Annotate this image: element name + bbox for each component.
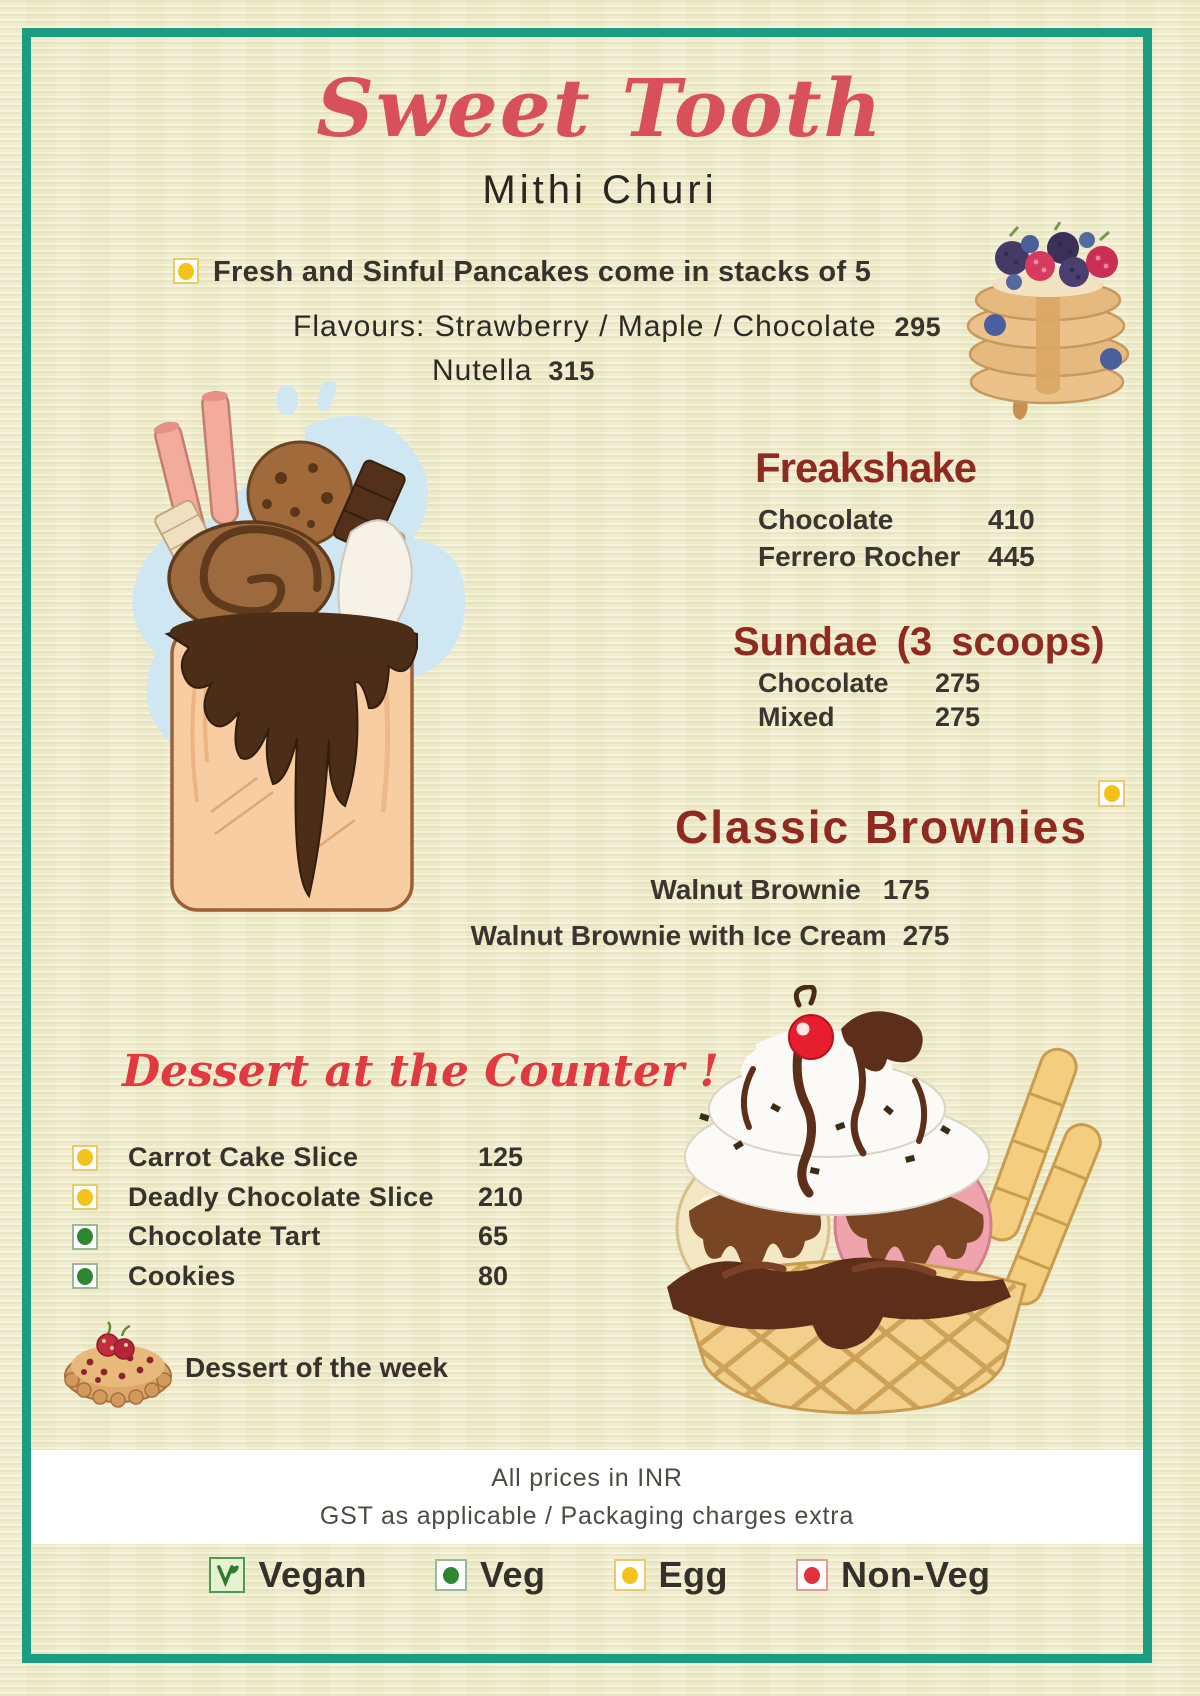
- menu-item-row: [72, 1178, 552, 1218]
- veg-indicator-icon: [72, 1263, 98, 1289]
- item-price: 65: [478, 1221, 509, 1252]
- legend-egg: [614, 1554, 729, 1596]
- item-name: Carrot Cake Slice: [128, 1142, 359, 1173]
- item-name: Deadly Chocolate Slice: [128, 1181, 434, 1212]
- item-price: 410: [988, 504, 1035, 535]
- legend-label: Veg: [480, 1554, 546, 1595]
- veg-indicator-icon: [72, 1224, 98, 1250]
- pie-illustration: [60, 1318, 178, 1410]
- item-name: Mixed: [758, 702, 835, 732]
- pancakes-flavours-line: [293, 310, 941, 344]
- item-price: 210: [478, 1181, 524, 1212]
- item-name: Chocolate: [758, 668, 889, 698]
- egg-dot-icon: [622, 1567, 638, 1584]
- freakshake-items: [758, 504, 1078, 578]
- menu-item-row: [72, 1217, 552, 1257]
- menu-item-row: [460, 920, 960, 952]
- gst-note: GST as applicable / Packaging charges extra: [319, 1502, 855, 1530]
- sundae-items: [758, 668, 1058, 736]
- menu-item-row: [758, 541, 1078, 578]
- veg-indicator-icon: [435, 1559, 467, 1591]
- item-price: 125: [478, 1142, 524, 1173]
- veg-dot-icon: [77, 1228, 93, 1245]
- egg-indicator-icon: [1098, 780, 1125, 807]
- item-price: 80: [478, 1260, 509, 1291]
- section-title-freakshake: Freakshake: [755, 444, 977, 491]
- egg-indicator-icon: [173, 258, 199, 284]
- egg-dot-icon: [178, 263, 194, 280]
- egg-indicator-icon: [614, 1559, 646, 1591]
- freakshake-illustration: [115, 382, 495, 922]
- page-title: Sweet Tooth: [316, 61, 884, 155]
- egg-dot-icon: [77, 1149, 93, 1166]
- legend-label: Non-Veg: [841, 1554, 991, 1595]
- nutella-price: 315: [548, 356, 595, 386]
- page-subtitle: Mithi Churi: [482, 168, 718, 212]
- counter-items: [72, 1138, 552, 1296]
- pancakes-illustration: [950, 222, 1145, 422]
- legend-nonveg: [796, 1554, 991, 1596]
- menu-item-row: [758, 702, 1058, 736]
- pancakes-headline: Fresh and Sinful Pancakes come in stacks of 5: [213, 256, 872, 288]
- legend-vegan: [209, 1554, 367, 1596]
- vegan-icon: [209, 1557, 245, 1593]
- item-price: 275: [935, 668, 981, 698]
- egg-indicator-icon: [72, 1145, 98, 1171]
- item-name: Walnut Brownie: [650, 874, 861, 905]
- item-name: Chocolate: [758, 504, 894, 535]
- legend-label: Egg: [658, 1554, 729, 1595]
- section-title-sundae: Sundae (3 scoops): [733, 620, 1105, 664]
- flavours-price: 295: [894, 312, 942, 342]
- item-price: 175: [882, 874, 930, 905]
- menu-item-row: [72, 1257, 552, 1297]
- legend-label: Vegan: [258, 1554, 367, 1595]
- egg-indicator-icon: [72, 1184, 98, 1210]
- dessert-of-week-label: Dessert of the week: [185, 1352, 448, 1383]
- item-name: Walnut Brownie with Ice Cream: [470, 920, 887, 951]
- nonveg-dot-icon: [804, 1567, 820, 1584]
- flavours-label: Flavours: Strawberry / Maple / Chocolate: [293, 310, 877, 343]
- menu-item-row: [600, 874, 980, 906]
- diet-legend: [0, 1554, 1200, 1596]
- item-name: Ferrero Rocher: [758, 541, 961, 572]
- item-name: Cookies: [128, 1260, 236, 1291]
- item-price: 275: [935, 702, 981, 732]
- nonveg-indicator-icon: [796, 1559, 828, 1591]
- prices-note: All prices in INR: [491, 1464, 683, 1492]
- egg-dot-icon: [1104, 785, 1120, 802]
- veg-dot-icon: [443, 1567, 459, 1584]
- item-price: 275: [902, 920, 950, 951]
- menu-item-row: [72, 1138, 552, 1178]
- nutella-label: Nutella: [432, 354, 533, 387]
- legend-veg: [435, 1554, 546, 1596]
- veg-dot-icon: [77, 1268, 93, 1285]
- item-price: 445: [988, 541, 1035, 572]
- item-name: Chocolate Tart: [128, 1221, 321, 1252]
- egg-dot-icon: [77, 1189, 93, 1206]
- menu-item-row: [758, 668, 1058, 702]
- section-title-brownies: Classic Brownies: [675, 801, 1088, 853]
- counter-section-title: Dessert at the Counter !: [122, 1046, 719, 1097]
- menu-item-row: [758, 504, 1078, 541]
